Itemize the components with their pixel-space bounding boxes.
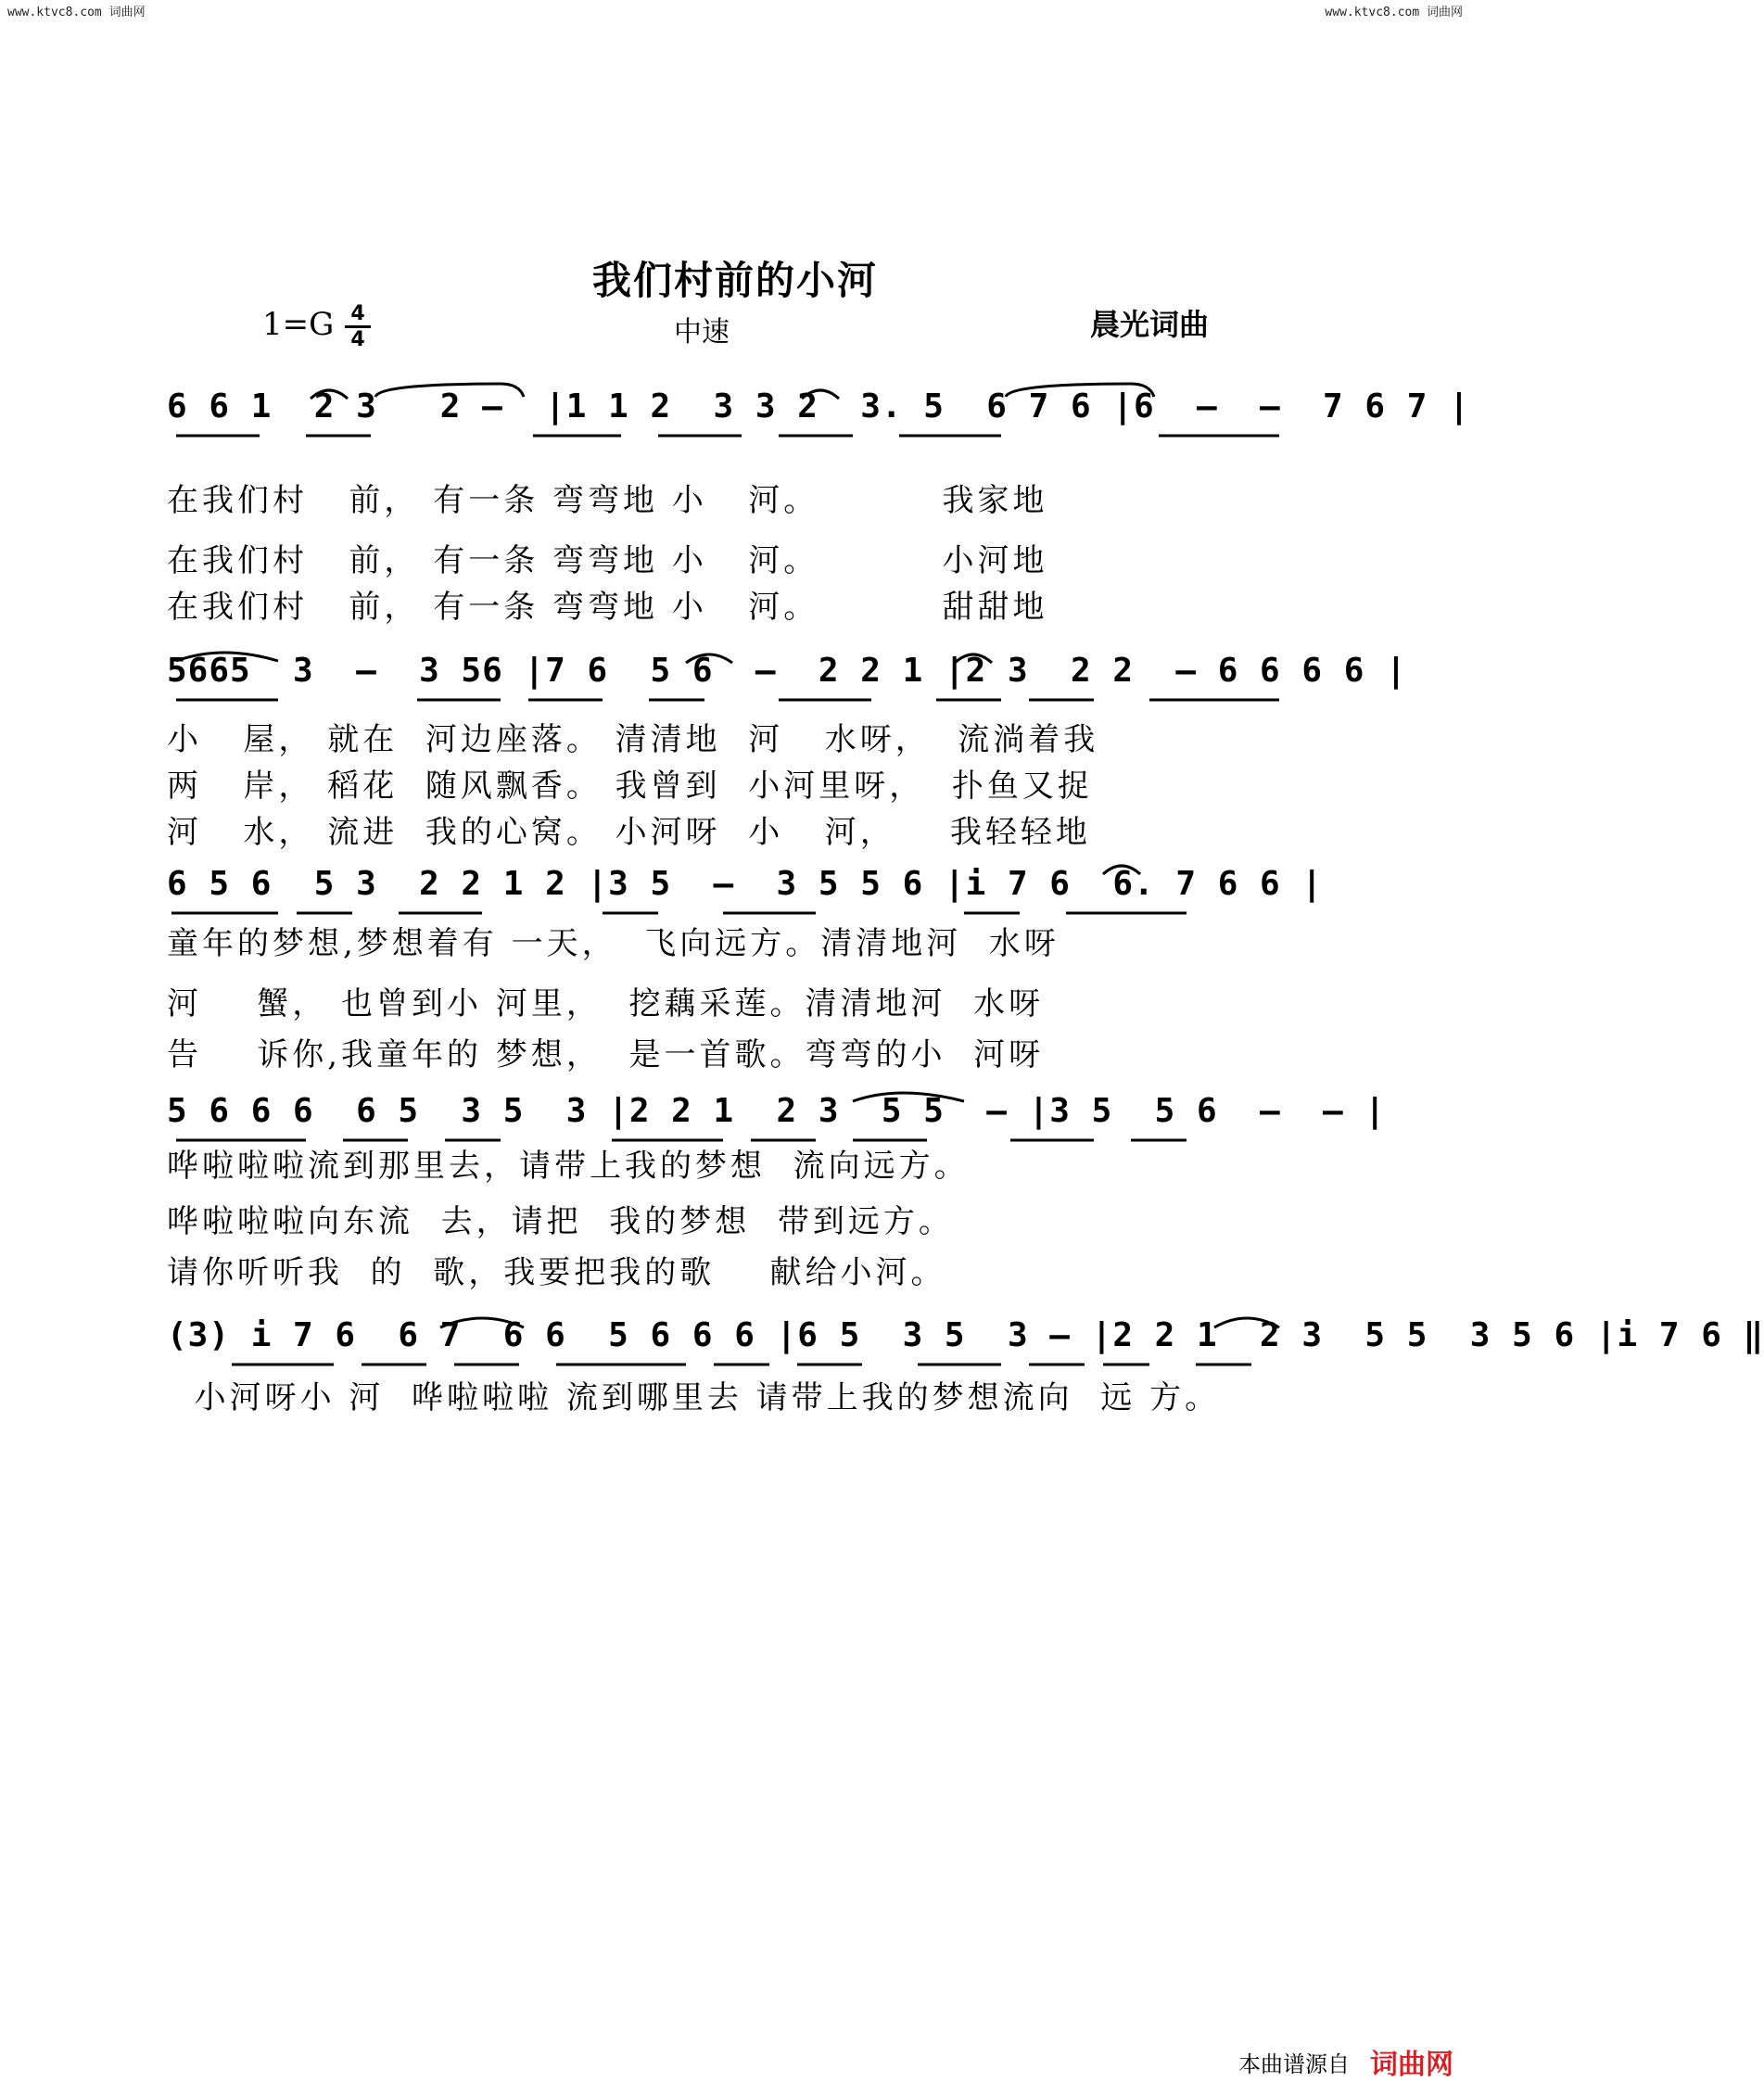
lyrics-1-verse-1: 在我们村 前， 有一条 弯弯地 小 河。 我家地 <box>167 482 1048 519</box>
slurs-line-1 <box>167 380 1326 445</box>
notes-line-1: 6 6 1 2 3 2 – |1 1 2 3 3 2 3. 5 6 7 6 |6 – – 7 6 7 | <box>167 387 1470 425</box>
composer-credit: 晨光词曲 <box>1090 307 1210 342</box>
tempo-marking: 中速 <box>674 316 730 349</box>
slurs-line-3 <box>167 857 1326 922</box>
lyrics-3-verse-3: 告 诉你,我童年的 梦想， 是一首歌。弯弯的小 河呀 <box>167 1036 1045 1073</box>
notes-line-4: 5 6 6 6 6 5 3 5 3 |2 2 1 2 3 5 5 – |3 5 5 6 – – | <box>167 1092 1387 1130</box>
lyrics-1-verse-3: 在我们村 前， 有一条 弯弯地 小 河。 甜甜地 <box>167 589 1048 626</box>
lyrics-3-verse-2: 河 蟹， 也曾到小 河里， 挖藕采莲。清清地河 水呀 <box>167 985 1045 1022</box>
notes-line-2: 5665 3 – 3 56 |7 6 5 6 – 2 2 1 |2 3 2 2 – 6 6 6 6 | <box>167 652 1407 690</box>
score-line-1 <box>167 380 1470 445</box>
footer-logo[interactable]: 词曲网 <box>1370 2049 1453 2081</box>
lyrics-4-verse-2: 哗啦啦啦向东流 去，请把 我的梦想 带到远方。 <box>167 1203 954 1240</box>
lyrics-1-verse-2: 在我们村 前， 有一条 弯弯地 小 河。 小河地 <box>167 542 1048 579</box>
lyrics-2-verse-3: 河 水， 流进 我的心窝。 小河呀 小 河， 我轻轻地 <box>167 814 1091 851</box>
watermark-right: www.ktvc8.com 词曲网 <box>1325 6 1463 19</box>
footer-source-text: 本曲谱源自 <box>1238 2051 1350 2077</box>
watermark-left: www.ktvc8.com 词曲网 <box>7 6 146 19</box>
time-signature <box>345 302 371 351</box>
notes-line-5: (3) i 7 6 6 7 6 6 5 6 6 6 |6 5 3 5 3 – |2 2 1 2 3 5 5 3 5 6 |i 7 6 ‖ <box>167 1316 1764 1354</box>
lyrics-4-verse-3: 请你听听我 的 歌，我要把我的歌 献给小河。 <box>167 1254 946 1291</box>
score-line-3 <box>167 857 1326 922</box>
key-signature: 1=G <box>262 306 335 343</box>
meter-bottom: 4 <box>345 325 371 351</box>
score-line-5 <box>167 1309 1764 1374</box>
lyrics-2-verse-1: 小 屋， 就在 河边座落。 清清地 河 水呀， 流淌着我 <box>167 721 1099 758</box>
slurs-line-5 <box>167 1309 1326 1374</box>
lyrics-2-verse-2: 两 岸， 稻花 随风飘香。 我曾到 小河里呀， 扑鱼又捉 <box>167 768 1093 805</box>
lyrics-5: 小河呀小 河 哗啦啦啦 流到哪里去 请带上我的梦想流向 远 方。 <box>167 1379 1221 1416</box>
meter-top: 4 <box>350 302 365 325</box>
lyrics-3-verse-1: 童年的梦想,梦想着有 一天， 飞向远方。清清地河 水呀 <box>167 925 1060 962</box>
song-title: 我们村前的小河 <box>591 258 878 303</box>
score-line-2 <box>167 644 1407 709</box>
slurs-line-2 <box>167 644 1326 709</box>
notes-line-3: 6 5 6 5 3 2 2 1 2 |3 5 – 3 5 5 6 |i 7 6 6. 7 6 6 | <box>167 865 1324 903</box>
lyrics-4-verse-1: 哗啦啦啦流到那里去，请带上我的梦想 流向远方。 <box>167 1148 970 1185</box>
